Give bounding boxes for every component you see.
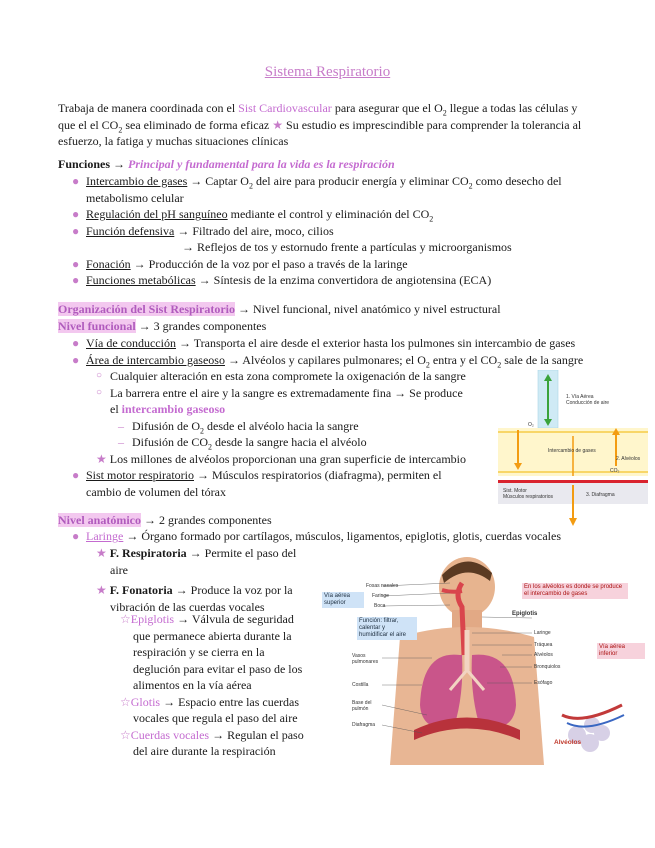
list-item: ● Laringe → Órgano formado por cartílagos, músculos, ligamentos, epiglotis, glotis, cuerdas vocales [72,529,562,543]
label-fosas: Fosas nasales [366,583,399,589]
box-funcion: Función: filtrar, calentar y humidificar el aire [357,617,417,640]
list-item: ● Sist motor respiratorio → Músculos respiratorios (diafragma), permiten el [72,468,442,482]
epiglotis-cont: respiración y se cierra en la [133,645,265,659]
sub-item-cont: el intercambio gaseoso [110,402,226,416]
nivel-funcional-heading: Nivel funcional → 3 grandes componentes [58,319,267,333]
label-esofago: Esófago [534,680,553,686]
glotis-item: ☆Glotis → Espacio entre las cuerdas [120,694,300,709]
d1-label-intercambio: Intercambio de gases [548,448,596,454]
laringe-functions [96,545,326,615]
glotis-cont: vocales que regula el paso del aire [133,711,298,725]
label-costilla: Costilla [352,682,369,688]
d1-label-o2: O₂ [528,422,534,428]
dash-item: – Difusión de $O_2$ desde el alvéolo hacia la sangre [118,418,359,435]
sub-item: ○ La barrera entre el aire y la sangre es extremadamente fina → Se produce [96,385,463,400]
list-item: ● Intercambio de gases → Captar $O_2$ del aire para producir energía y eliminar $CO_2$ como desecho del [72,174,562,191]
list-item: ● Área de intercambio gaseoso → Alvéolos y capilares pulmonares; el $O_2$ entra y el $CO_2$ sale de la sangre [72,352,584,369]
d1-label-alveolos: 2. Alvéolos [616,456,641,462]
organizacion-line: Organización del Sist Respiratorio → Nivel funcional, nivel anatómico y nivel estructural [58,302,501,316]
list-item: ● Vía de conducción → Transporta el aire desde el exterior hasta los pulmones sin intercambio de gases [72,336,576,350]
cuerdas-item: ☆Cuerdas vocales → Regulan el paso [120,727,304,742]
list-item-cont: metabolismo celular [86,190,184,205]
nivel-anatomico-list [72,528,641,545]
sub-item: ○ Cualquier alteración en esta zona compromete la oxigenación de la sangre [96,369,466,383]
label-epiglotis: Epiglotis [512,611,538,617]
label-boca: Boca [374,603,386,609]
funciones-heading: Funciones → Principal y fundamental para la vida es la respiración [58,157,395,171]
list-item: ● Fonación → Producción de la voz por el paso a través de la laringe [72,256,408,271]
list-item-cont: cambio de volumen del tórax [86,484,226,499]
epiglotis-cont: deglución para evitar el paso de los [133,661,303,676]
star-item: ★ F. Respiratoria → Permite el paso del [96,546,297,560]
page-title: Sistema Respiratorio [264,64,391,80]
label-traquea: Tráquea [534,642,553,648]
label-bronquiolos: Bronquiolos [534,664,561,670]
list-item-cont: → Reflejos de tos y estornudo frente a partículas y microorganismos [182,240,512,254]
label-alveolos-bottom: Alvéolos [554,739,582,746]
label-diafragma: Diafragma [352,722,376,728]
functional-levels-diagram [498,370,648,530]
d1-label-sist: Sist. Motor Músculos respiratorios [503,488,554,500]
epiglotis-cont: alimentos en la vía aérea [133,678,252,692]
list-item: ● Función defensiva → Filtrado del aire, moco, cilios [72,223,334,238]
box-via-superior: Vía aérea superior [322,592,364,608]
nivel-anatomico-heading: Nivel anatómico → 2 grandes componentes [58,513,272,527]
box-alveolos-note: En los alvéolos es donde se produce el intercambio de gases [522,583,628,599]
anatomy-diagram [322,555,652,765]
intro-line-3: esfuerzo, la fatiga y muchas situaciones clínicas [58,134,289,148]
label-faringe: Faringe [372,593,389,599]
funciones-list [72,173,631,289]
star-item: ★ Los millones de alvéolos proporcionan una gran superficie de intercambio [96,451,466,466]
label-vasos: Vasos pulmonares [352,653,379,665]
list-item: ● Regulación del pH sanguíneo mediante el control y eliminación del $CO_2$ [72,207,434,224]
box-via-inferior: Vía aérea inferior [597,643,645,659]
epiglotis-item: ☆Epiglotis → Válvula de seguridad [120,612,294,626]
star-item-cont: aire [110,562,128,577]
label-base: Base del pulmón [352,700,372,712]
fonatoria-details [120,611,325,760]
star-item-cont: vibración de las cuerdas vocales [110,599,265,614]
intro-line-2: que el el $CO_2$ sea eliminado de forma eficaz ★ Su estudio es imprescindible para comprender la tolerancia al [58,117,582,134]
epiglotis-cont: que permanece abierta durante la [133,628,292,643]
d1-label-co2: CO₂ [610,468,620,474]
label-alveolos-r: Alvéolos [534,652,553,658]
d1-label-via: 1. Vía Aérea Conducción de aire [566,394,610,406]
cuerdas-cont: del aire durante la respiración [133,744,276,758]
intro-line-1: Trabaja de manera coordinada con el Sist Cardiovascular para asegurar que el $O_2$ llegue a todas las células y [58,101,578,118]
list-item: ● Funciones metabólicas → Síntesis de la enzima convertidora de angiotensina (ECA) [72,273,492,287]
label-laringe: Laringe [534,630,551,636]
intro-paragraph [58,100,628,150]
star-item: ★ F. Fonatoria → Produce la voz por la [96,583,293,597]
dash-item: – Difusión de $CO_2$ desde la sangre hacia el alvéolo [118,435,367,452]
d1-label-diafragma: 3. Diafragma [586,492,615,498]
